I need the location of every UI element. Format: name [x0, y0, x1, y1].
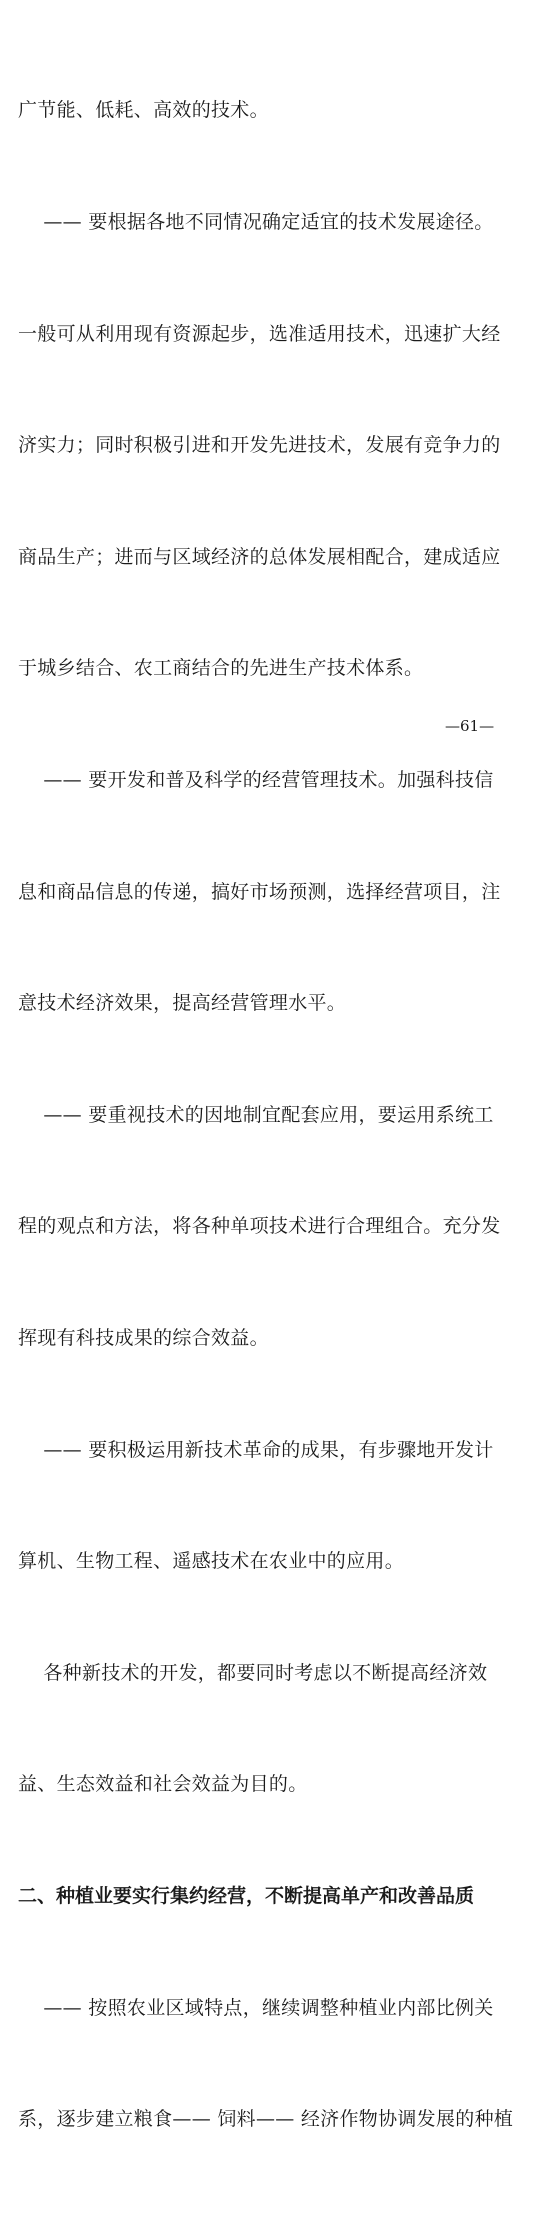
text-line: 济实力；同时积极引进和开发先进技术，发展有竞争力的: [18, 434, 501, 457]
text-line: 于城乡结合、农工商结合的先进生产技术体系。: [18, 657, 424, 680]
text-line: —— 要重视技术的因地制宜配套应用，要运用系统工: [18, 1103, 494, 1126]
body-text: [18, 18, 530, 2213]
text-line: 一般可从利用现有资源起步，选准适用技术，迅速扩大经: [18, 322, 501, 345]
text-line: 算机、生物工程、遥感技术在农业中的应用。: [18, 1550, 405, 1573]
text-line: —— 要根据各地不同情况确定适宜的技术发展途径。: [18, 211, 494, 233]
section-heading: 二、种植业要实行集约经营，不断提高单产和改善品质: [18, 1884, 475, 1907]
text-line: 益、生态效益和社会效益为目的。: [18, 1773, 308, 1796]
text-line: 广节能、低耗、高效的技术。: [18, 99, 269, 122]
text-line: —— 要开发和普及科学的经营管理技术。加强科技信: [18, 768, 494, 791]
text-line: 息和商品信息的传递，搞好市场预测，选择经营项目，注: [18, 880, 501, 903]
text-line: 挥现有科技成果的综合效益。: [18, 1326, 269, 1349]
text-line: —— 按照农业区域特点，继续调整种植业内部比例关: [18, 1996, 494, 2019]
text-line: 意技术经济效果，提高经营管理水平。: [18, 992, 347, 1015]
text-line: 商品生产；进而与区域经济的总体发展相配合，建成适应: [18, 545, 501, 568]
text-line: —— 要积极运用新技术革命的成果，有步骤地开发计: [18, 1438, 494, 1461]
text-line: 各种新技术的开发，都要同时考虑以不断提高经济效: [18, 1661, 488, 1684]
page-number: —61—: [445, 717, 495, 735]
text-line: 程的观点和方法，将各种单项技术进行合理组合。充分发: [18, 1215, 501, 1238]
text-line: 系，逐步建立粮食—— 饲料—— 经济作物协调发展的种植: [18, 2108, 514, 2131]
